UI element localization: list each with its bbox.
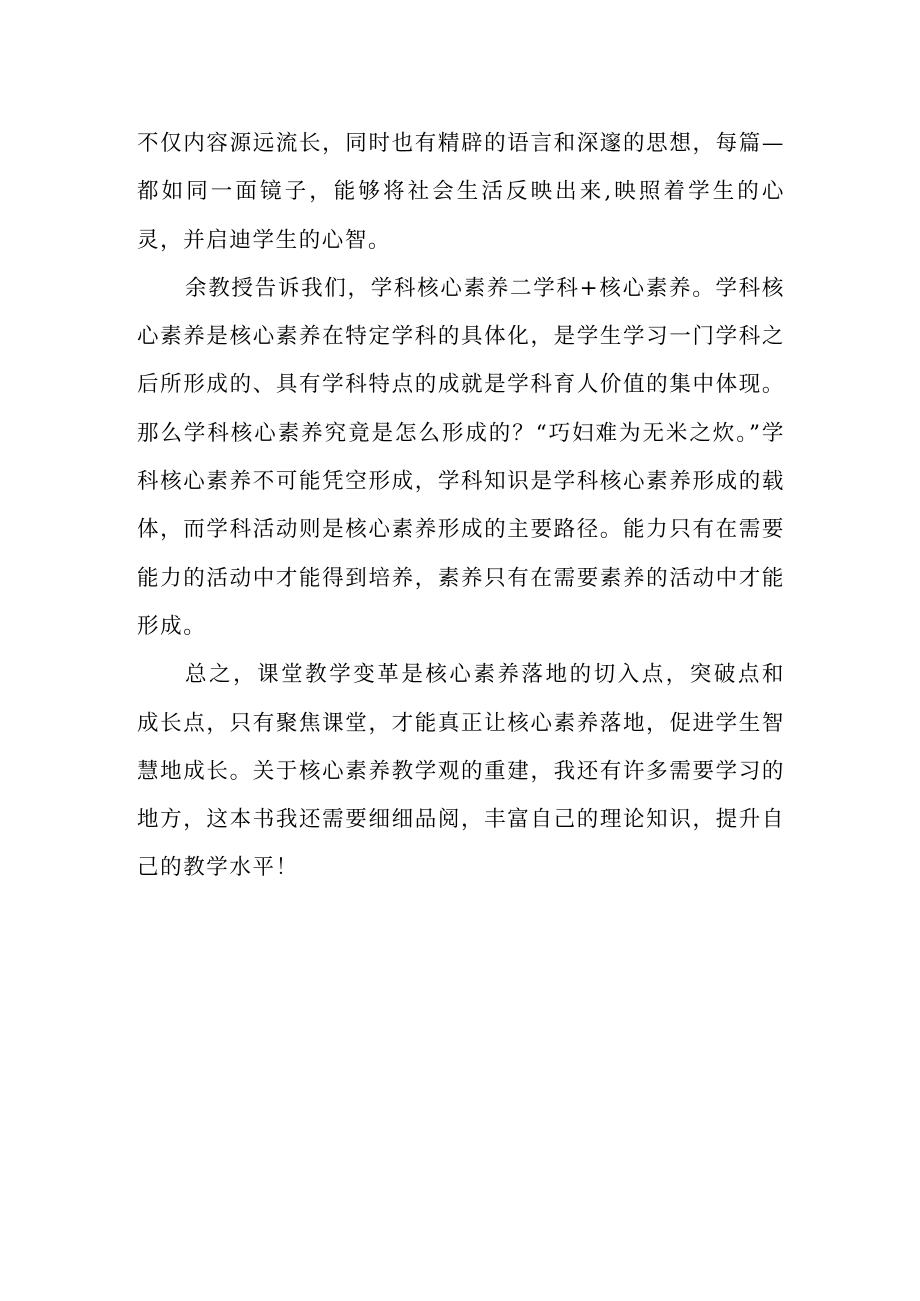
document-body xyxy=(137,120,785,893)
paragraph-3: 总之，课堂教学变革是核心素养落地的切入点，突破点和成长点，只有聚焦课堂，才能真正让核心素养落地，促进学生智慧地成长。关于核心素养教学观的重建，我还有许多需要学习的地方，这本书我还需要细细品阅，丰富自己的理论知识，提升自己的教学水平！ xyxy=(137,662,785,881)
paragraph-2: 余教授告诉我们，学科核心素养二学科+核心素养。学科核心素养是核心素养在特定学科的具体化，是学生学习一门学科之后所形成的、具有学科特点的成就是学科育人价值的集中体现。那么学科核心素养究竟是怎么形成的？“巧妇难为无米之炊。”学科核心素养不可能凭空形成，学科知识是学科核心素养形成的载体，而学科活动则是核心素养形成的主要路径。能力只有在需要能力的活动中才能得到培养，素养只有在需要素养的活动中才能形成。 xyxy=(137,275,785,639)
paragraph-1: 不仅内容源远流长，同时也有精辟的语言和深邃的思想，每篇—都如同一面镜子，能够将社会生活反映出来,映照着学生的心灵，并启迪学生的心智。 xyxy=(137,131,785,253)
